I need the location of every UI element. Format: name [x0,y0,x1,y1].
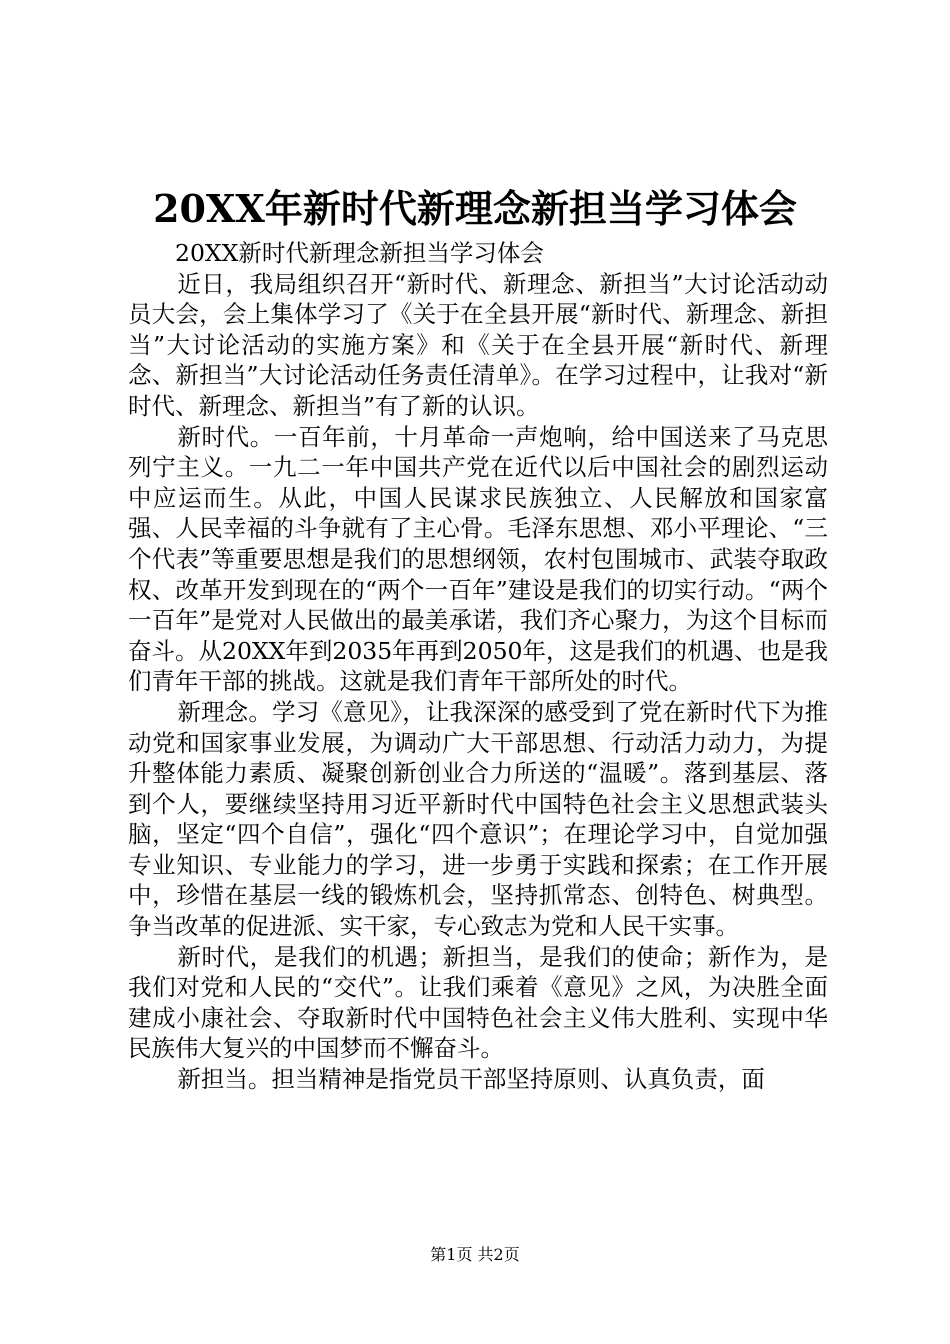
paragraph: 新时代，是我们的机遇；新担当，是我们的使命；新作为，是我们对党和人民的“交代”。让我们乘着《意见》之风，为决胜全面建成小康社会、夺取新时代中国特色社会主义伟大胜利、实现中华民族伟大复兴的中国梦而不懈奋斗。 [128,942,828,1063]
paragraph: 近日，我局组织召开“新时代、新理念、新担当”大讨论活动动员大会，会上集体学习了《关于在全县开展“新时代、新理念、新担当”大讨论活动的实施方案》和《关于在全县开展“新时代、新理念、新担当”大讨论活动任务责任清单》。在学习过程中，让我对“新时代、新理念、新担当”有了新的认识。 [128,269,828,420]
paragraph: 新担当。担当精神是指党员干部坚持原则、认真负责，面 [177,1065,765,1094]
paragraph: 新理念。学习《意见》，让我深深的感受到了党在新时代下为推动党和国家事业发展，为调动广大干部思想、行动活力动力，为提升整体能力素质、凝聚创新创业合力所送的“温暖”。落到基层、落到个人，要继续坚持用习近平新时代中国特色社会主义思想武装头脑，坚定“四个自信”，强化“四个意识”；在理论学习中，自觉加强专业知识、专业能力的学习，进一步勇于实践和探索；在工作开展中，珍惜在基层一线的锻炼机会，坚持抓常态、创特色、树典型。争当改革的促进派、实干家，专心致志为党和人民干实事。 [128,697,828,941]
document-subtitle: 20XX新时代新理念新担当学习体会 [175,239,544,267]
page-footer [0,1244,950,1266]
document-body [128,238,828,1095]
paragraph: 新时代。一百年前，十月革命一声炮响，给中国送来了马克思列宁主义。一九二一年中国共产党在近代以后中国社会的剧烈运动中应运而生。从此，中国人民谋求民族独立、人民解放和国家富强、人民幸福的斗争就有了主心骨。毛泽东思想、邓小平理论、“三个代表”等重要思想是我们的思想纲领，农村包围城市、武装夺取政权、改革开发到现在的“两个一百年”建设是我们的切实行动。“两个一百年”是党对人民做出的最美承诺，我们齐心聚力，为这个目标而奋斗。从20XX年到2035年再到2050年，这是我们的机遇、也是我们青年干部的挑战。这就是我们青年干部所处的时代。 [128,422,828,696]
document-title: 20XX年新时代新理念新担当学习体会 [153,186,797,231]
page-indicator: 第1页 共2页 [430,1245,520,1264]
